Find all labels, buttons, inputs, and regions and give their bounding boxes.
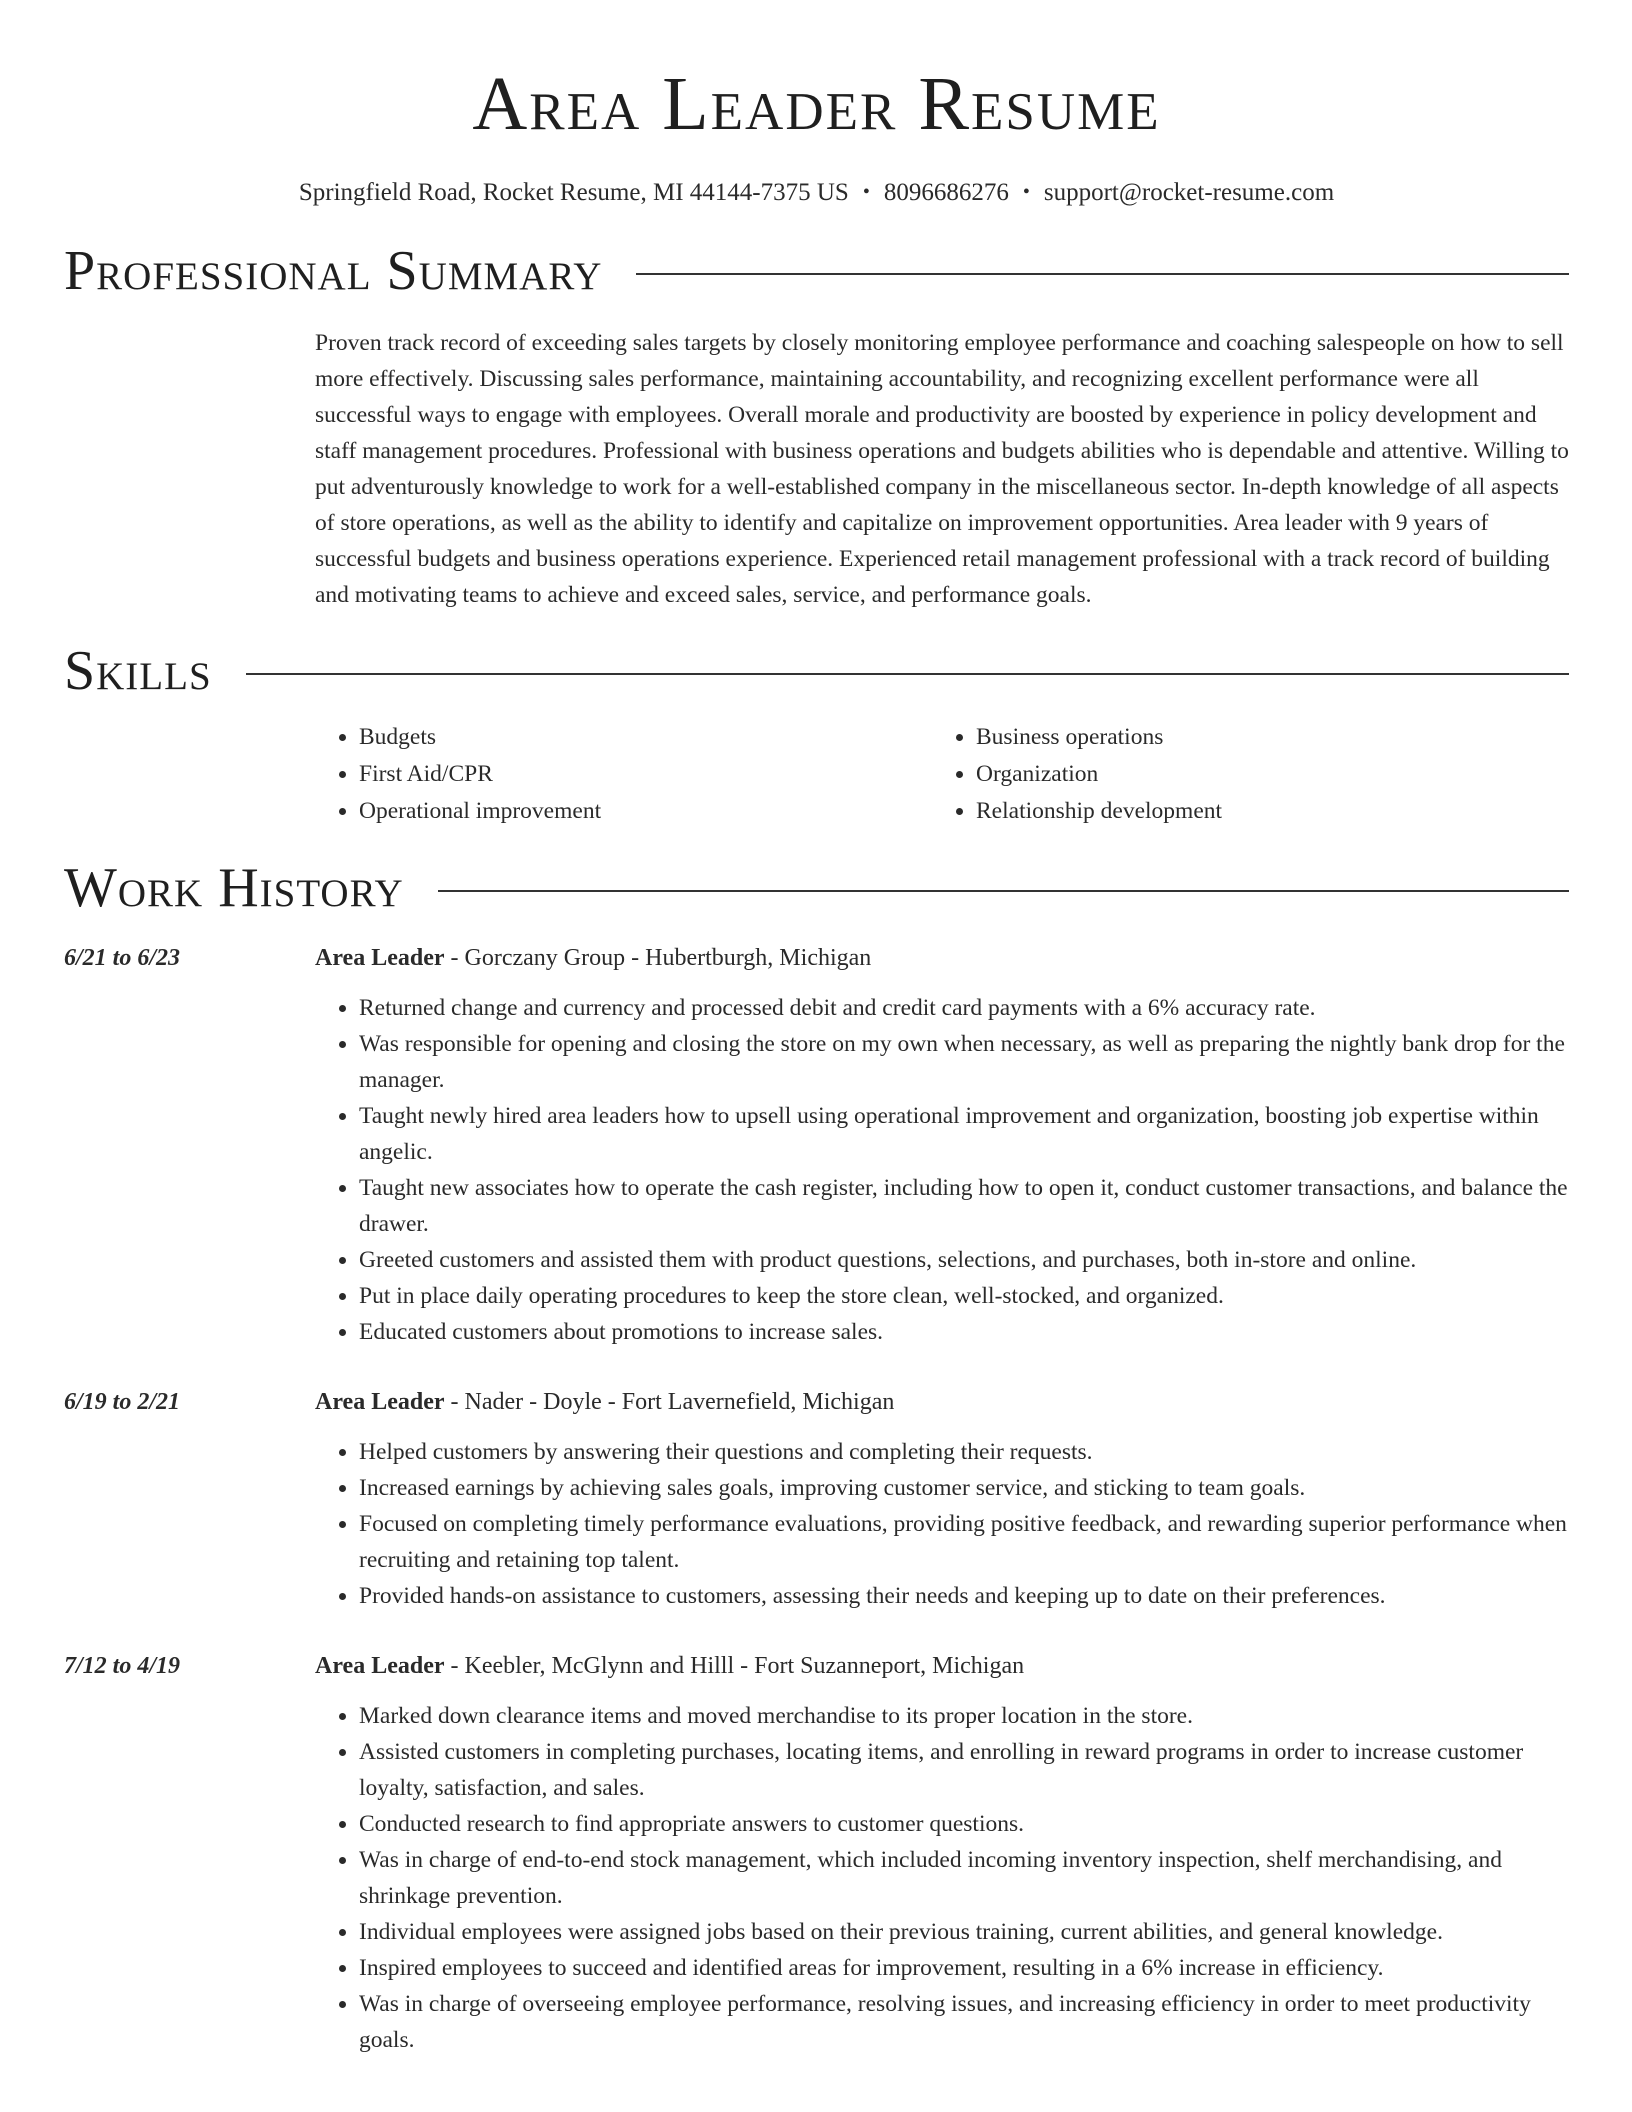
job-bullet: • Taught new associates how to operate the cash register, including how to open it, conduct customer transactions, and balance the drawer. xyxy=(359,1170,1569,1242)
contact-line xyxy=(64,176,1569,209)
job-bullet: • Educated customers about promotions to increase sales. xyxy=(359,1314,1569,1350)
summary-section xyxy=(64,239,1569,613)
job-bullet: • Focused on completing timely performance evaluations, providing positive feedback, and rewarding superior performance when recruiting and retaining top talent. xyxy=(359,1506,1569,1578)
contact-separator: • xyxy=(1022,181,1030,203)
job-bullet: • Was in charge of end-to-end stock management, which included incoming inventory inspection, shelf merchandising, and shrinkage prevention. xyxy=(359,1842,1569,1914)
job-employer: - Nader - Doyle - Fort Lavernefield, Michigan xyxy=(444,1389,895,1415)
job-bullet: • Provided hands-on assistance to customers, assessing their needs and keeping up to date on their preferences. xyxy=(359,1578,1569,1614)
work-history-header xyxy=(64,856,1569,920)
job-employer: - Gorczany Group - Hubertburgh, Michigan xyxy=(444,945,872,971)
job-heading xyxy=(315,1384,1569,1420)
section-divider xyxy=(246,673,1569,675)
job-title: Area Leader xyxy=(315,945,445,971)
job-bullet: • Individual employees were assigned jobs based on their previous training, current abilities, and general knowledge. xyxy=(359,1914,1569,1950)
section-divider xyxy=(636,273,1569,275)
contact-email: support@rocket-resume.com xyxy=(1043,179,1335,206)
skills-column-left xyxy=(315,719,932,830)
summary-header xyxy=(64,239,1569,303)
work-history-heading: Work History xyxy=(64,857,404,919)
job-bullets xyxy=(315,1434,1569,1614)
job-heading xyxy=(315,1648,1569,1684)
contact-address: Springfield Road, Rocket Resume, MI 44144-7375 US xyxy=(298,179,849,206)
skill-item: • Relationship development xyxy=(976,793,1549,830)
skill-item: • Business operations xyxy=(976,719,1549,756)
job-dates: 7/12 to 4/19 xyxy=(64,1653,181,1679)
job-content xyxy=(315,1384,1569,1614)
summary-heading: Professional Summary xyxy=(64,240,603,302)
resume-title: Area Leader Resume xyxy=(472,62,1161,146)
job-entry xyxy=(64,940,1569,1350)
job-title: Area Leader xyxy=(315,1389,445,1415)
job-title: Area Leader xyxy=(315,1653,445,1679)
job-content xyxy=(315,1648,1569,2058)
job-bullet: • Taught newly hired area leaders how to upsell using operational improvement and organization, boosting job expertise within angelic. xyxy=(359,1098,1569,1170)
job-entry xyxy=(64,1648,1569,2058)
job-content xyxy=(315,940,1569,1350)
job-dates: 6/21 to 6/23 xyxy=(64,945,181,971)
skills-header xyxy=(64,639,1569,703)
contact-separator: • xyxy=(862,181,870,203)
job-bullet: • Returned change and currency and processed debit and credit card payments with a 6% accuracy rate. xyxy=(359,990,1569,1026)
job-bullet: • Conducted research to find appropriate answers to customer questions. xyxy=(359,1806,1569,1842)
skills-heading: Skills xyxy=(64,640,212,702)
skill-item: • Organization xyxy=(976,756,1549,793)
job-bullets xyxy=(315,990,1569,1350)
summary-text: Proven track record of exceeding sales targets by closely monitoring employee performance and coaching salespeople on how to sell more effectively. Discussing sales performance, maintaining accountability, and recognizing excellent performance were all successful ways to engage with employees. Overall morale and productivity are boosted by experience in policy development and staff management procedures. Professional with business operations and budgets abilities who is dependable and attentive. Willing to put adventurously knowledge to work for a well-established company in the miscellaneous sector. In-depth knowledge of all aspects of store operations, as well as the ability to identify and capitalize on improvement opportunities. Area leader with 9 years of successful budgets and business operations experience. Experienced retail management professional with a track record of building and motivating teams to achieve and exceed sales, service, and performance goals. xyxy=(315,330,1569,608)
skill-item: • Budgets xyxy=(359,719,932,756)
job-bullet: • Was in charge of overseeing employee performance, resolving issues, and increasing efficiency in order to meet productivity goals. xyxy=(359,1986,1569,2058)
job-bullet: • Assisted customers in completing purchases, locating items, and enrolling in reward programs in order to increase customer loyalty, satisfaction, and sales. xyxy=(359,1734,1569,1806)
job-bullet: • Marked down clearance items and moved merchandise to its proper location in the store. xyxy=(359,1698,1569,1734)
resume-page xyxy=(64,0,1569,2058)
job-bullet: • Helped customers by answering their questions and completing their requests. xyxy=(359,1434,1569,1470)
skills-section xyxy=(64,639,1569,830)
job-bullet: • Was responsible for opening and closing the store on my own when necessary, as well as preparing the nightly bank drop for the manager. xyxy=(359,1026,1569,1098)
skills-column-right xyxy=(932,719,1549,830)
skills-grid xyxy=(315,719,1569,830)
job-entry xyxy=(64,1384,1569,1614)
job-dates: 6/19 to 2/21 xyxy=(64,1389,181,1415)
job-heading xyxy=(315,940,1569,976)
skill-item: • First Aid/CPR xyxy=(359,756,932,793)
skill-item: • Operational improvement xyxy=(359,793,932,830)
job-bullet: • Put in place daily operating procedures to keep the store clean, well-stocked, and organized. xyxy=(359,1278,1569,1314)
job-employer: - Keebler, McGlynn and Hilll - Fort Suzanneport, Michigan xyxy=(444,1653,1025,1679)
work-history-section xyxy=(64,856,1569,2058)
job-bullet: • Greeted customers and assisted them with product questions, selections, and purchases, both in-store and online. xyxy=(359,1242,1569,1278)
section-divider xyxy=(438,890,1569,892)
job-bullet: • Inspired employees to succeed and identified areas for improvement, resulting in a 6% increase in efficiency. xyxy=(359,1950,1569,1986)
contact-phone: 8096686276 xyxy=(883,179,1009,206)
job-bullets xyxy=(315,1698,1569,2058)
job-bullet: • Increased earnings by achieving sales goals, improving customer service, and sticking to team goals. xyxy=(359,1470,1569,1506)
